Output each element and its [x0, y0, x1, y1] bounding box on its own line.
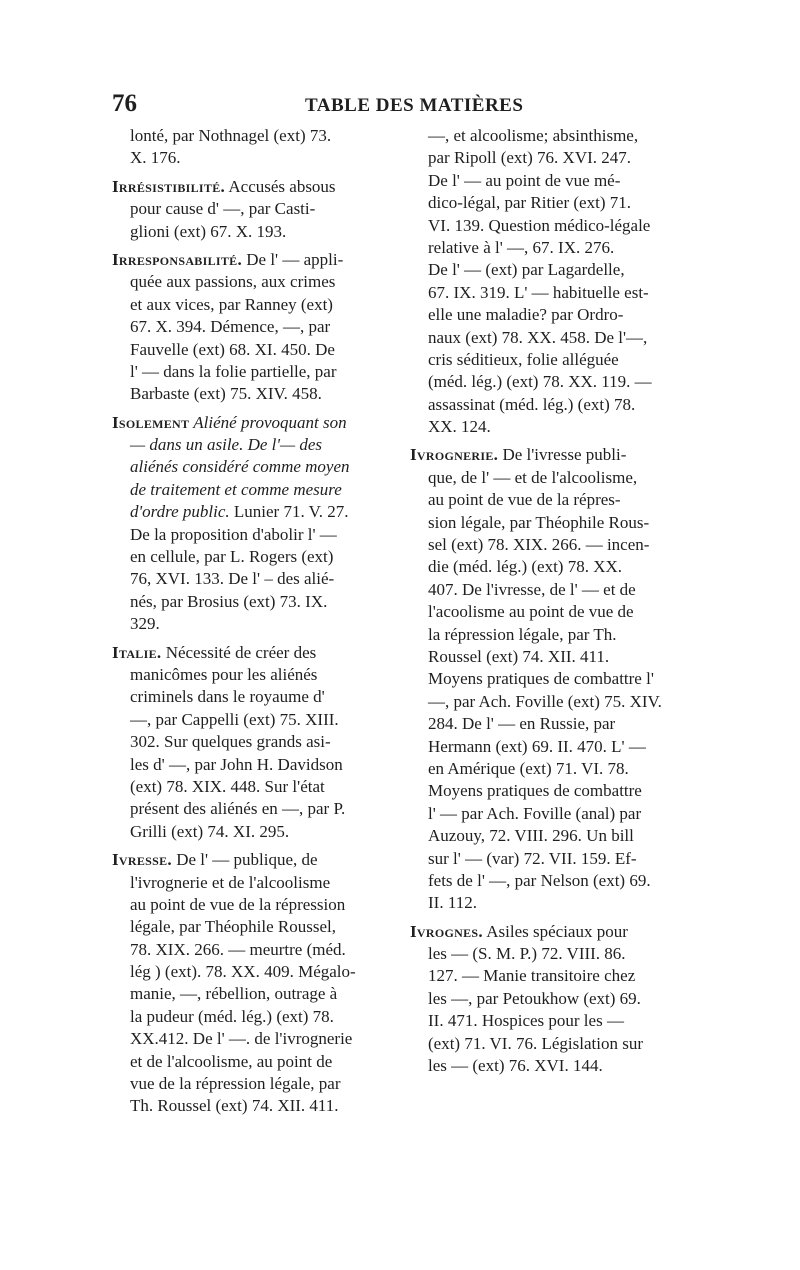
entry-heading: Ivresse.	[112, 850, 172, 870]
entry-text: XX.412. De l' —. de l'ivrognerie	[130, 1029, 353, 1049]
entry-text: 76, XVI. 133. De l' – des alié-	[130, 569, 335, 589]
entry-text: Th. Roussel (ext) 74. XII. 411.	[130, 1096, 339, 1116]
entry-text: 67. IX. 319. L' — habituelle est-	[428, 282, 649, 302]
index-line	[112, 731, 392, 753]
index-line	[112, 849, 392, 871]
index-line	[410, 892, 690, 914]
entry-text: que, de l' — et de l'alcoolisme,	[428, 467, 638, 487]
entry-text: les — (ext) 76. XVI. 144.	[428, 1056, 603, 1076]
entry-text: (ext) 78. XIX. 448. Sur l'état	[130, 776, 325, 796]
index-line	[112, 1051, 392, 1073]
index-line	[112, 568, 392, 590]
index-line	[112, 125, 392, 147]
entry-italic-text: — dans un asile. De l'— des	[130, 435, 323, 455]
entry-text: criminels dans le royaume d'	[130, 687, 325, 707]
index-line	[410, 825, 690, 847]
entry-text: légale, par Théophile Roussel,	[130, 917, 336, 937]
entry-text: assassinat (méd. lég.) (ext) 78.	[428, 394, 636, 414]
entry-text: 67. X. 394. Démence, —, par	[130, 317, 331, 337]
index-line	[112, 501, 392, 523]
index-line	[410, 713, 690, 735]
entry-text: sel (ext) 78. XIX. 266. — incen-	[428, 535, 650, 555]
index-line	[410, 489, 690, 511]
entry-italic-text: Aliéné provoquant son	[189, 412, 347, 432]
index-line	[410, 237, 690, 259]
entry-text: Moyens pratiques de combattre l'	[428, 669, 654, 689]
index-line	[112, 1095, 392, 1117]
entry-text: vue de la répression légale, par	[130, 1074, 341, 1094]
index-line	[112, 1028, 392, 1050]
entry-text: De l' — appli-	[242, 249, 344, 269]
entry-text: les d' —, par John H. Davidson	[130, 754, 343, 774]
index-line	[112, 456, 392, 478]
index-line	[410, 668, 690, 690]
entry-text: l'ivrognerie et de l'alcoolisme	[130, 872, 331, 892]
entry-heading: Irresponsabilité.	[112, 249, 243, 269]
entry-text: elle une maladie? par Ordro-	[428, 305, 624, 325]
entry-text: Moyens pratiques de combattre	[428, 781, 642, 801]
index-line	[410, 601, 690, 623]
index-line	[410, 259, 690, 281]
index-line	[112, 249, 392, 271]
entry-heading: Ivrognes.	[410, 921, 483, 941]
entry-text: Auzouy, 72. VIII. 296. Un bill	[428, 826, 634, 846]
index-line	[410, 467, 690, 489]
index-line	[112, 894, 392, 916]
entry-text: 302. Sur quelques grands asi-	[130, 732, 331, 752]
entry-text: la répression légale, par Th.	[428, 624, 617, 644]
index-line	[410, 943, 690, 965]
entry-text: en Amérique (ext) 71. VI. 78.	[428, 758, 629, 778]
entry-text: 284. De l' — en Russie, par	[428, 714, 616, 734]
index-line	[112, 1006, 392, 1028]
index-line	[112, 642, 392, 664]
entry-text: manicômes pour les aliénés	[130, 664, 318, 684]
entry-text: lég ) (ext). 78. XX. 409. Mégalo-	[130, 962, 356, 982]
index-line	[410, 579, 690, 601]
entry-text: en cellule, par L. Rogers (ext)	[130, 547, 334, 567]
entry-text: 127. — Manie transitoire chez	[428, 966, 636, 986]
index-line	[112, 776, 392, 798]
entry-text: sur l' — (var) 72. VII. 159. Ef-	[428, 848, 637, 868]
index-line	[410, 125, 690, 147]
index-line	[410, 444, 690, 466]
entry-text: glioni (ext) 67. X. 193.	[130, 221, 287, 241]
entry-text: quée aux passions, aux crimes	[130, 272, 336, 292]
index-line	[112, 383, 392, 405]
entry-text: au point de vue de la répres-	[428, 490, 621, 510]
entry-text: l' — dans la folie partielle, par	[130, 361, 337, 381]
index-line	[410, 282, 690, 304]
index-line	[410, 349, 690, 371]
index-line	[410, 1055, 690, 1077]
index-line	[410, 304, 690, 326]
entry-text: Fauvelle (ext) 68. XI. 450. De	[130, 339, 335, 359]
index-line	[410, 646, 690, 668]
entry-italic-text: d'ordre public.	[130, 502, 230, 522]
index-line	[112, 412, 392, 434]
entry-heading: Isolement	[112, 412, 190, 432]
index-line	[410, 394, 690, 416]
entry-text: die (méd. lég.) (ext) 78. XX.	[428, 557, 623, 577]
entry-text: (ext) 71. VI. 76. Législation sur	[428, 1033, 643, 1053]
entry-text: sion légale, par Théophile Rous-	[428, 512, 650, 532]
left-column	[112, 125, 392, 1118]
index-line	[410, 147, 690, 169]
entry-text: VI. 139. Question médico-légale	[428, 215, 651, 235]
index-line	[112, 709, 392, 731]
entry-text: l'acoolisme au point de vue de	[428, 602, 634, 622]
page-number: 76	[112, 90, 137, 117]
index-line	[410, 736, 690, 758]
running-head: TABLE DES MATIÈRES	[305, 95, 524, 116]
entry-text: II. 112.	[428, 893, 477, 913]
entry-text: manie, —, rébellion, outrage à	[130, 984, 338, 1004]
index-line	[112, 546, 392, 568]
index-line	[112, 591, 392, 613]
index-line	[112, 176, 392, 198]
index-line	[112, 147, 392, 169]
entry-text: présent des aliénés en —, par P.	[130, 799, 346, 819]
entry-text: l' — par Ach. Foville (anal) par	[428, 803, 642, 823]
entry-text: De l' — (ext) par Lagardelle,	[428, 260, 625, 280]
index-line	[410, 215, 690, 237]
index-line	[112, 916, 392, 938]
index-line	[112, 361, 392, 383]
index-line	[112, 271, 392, 293]
index-line	[112, 524, 392, 546]
index-line	[112, 664, 392, 686]
entry-text: —, par Ach. Foville (ext) 75. XIV.	[428, 691, 662, 711]
index-line	[410, 512, 690, 534]
entry-text: —, par Cappelli (ext) 75. XIII.	[130, 709, 339, 729]
index-line	[410, 1010, 690, 1032]
index-line	[410, 965, 690, 987]
index-line	[112, 221, 392, 243]
entry-text: De l' — publique, de	[171, 850, 318, 870]
right-column	[410, 125, 690, 1077]
index-line	[112, 939, 392, 961]
entry-heading: Italie.	[112, 642, 162, 662]
index-line	[410, 624, 690, 646]
index-line	[410, 192, 690, 214]
index-line	[410, 327, 690, 349]
index-line	[410, 534, 690, 556]
entry-text: II. 471. Hospices pour les —	[428, 1011, 624, 1031]
entry-text: la pudeur (méd. lég.) (ext) 78.	[130, 1006, 334, 1026]
index-line	[112, 434, 392, 456]
entry-text: et aux vices, par Ranney (ext)	[130, 294, 333, 314]
index-line	[410, 556, 690, 578]
entry-italic-text: de traitement et comme mesure	[130, 479, 342, 499]
entry-text: X. 176.	[130, 148, 181, 168]
index-line	[112, 479, 392, 501]
index-line	[410, 170, 690, 192]
entry-text: et de l'alcoolisme, au point de	[130, 1051, 333, 1071]
entry-text: Lunier 71. V. 27.	[229, 502, 349, 522]
index-line	[112, 961, 392, 983]
entry-text: Asiles spéciaux pour	[482, 921, 628, 941]
index-line	[410, 691, 690, 713]
entry-text: Hermann (ext) 69. II. 470. L' —	[428, 736, 646, 756]
entry-text: De la proposition d'abolir l' —	[130, 524, 337, 544]
entry-text: De l'ivresse publi-	[498, 445, 627, 465]
index-line	[410, 758, 690, 780]
entry-text: Accusés absous	[225, 176, 336, 196]
index-line	[410, 780, 690, 802]
index-line	[112, 798, 392, 820]
entry-text: 78. XIX. 266. — meurtre (méd.	[130, 939, 346, 959]
entry-heading: Ivrognerie.	[410, 445, 499, 465]
index-line	[410, 416, 690, 438]
entry-text: dico-légal, par Ritier (ext) 71.	[428, 193, 631, 213]
entry-text: XX. 124.	[428, 417, 491, 437]
index-line	[410, 371, 690, 393]
entry-text: Roussel (ext) 74. XII. 411.	[428, 646, 610, 666]
entry-text: par Ripoll (ext) 76. XVI. 247.	[428, 148, 632, 168]
index-line	[112, 294, 392, 316]
index-line	[112, 613, 392, 635]
entry-heading: Irrésistibilité.	[112, 176, 226, 196]
entry-text: les — (S. M. P.) 72. VIII. 86.	[428, 944, 626, 964]
entry-text: —, et alcoolisme; absinthisme,	[428, 126, 639, 145]
entry-text: (méd. lég.) (ext) 78. XX. 119. —	[428, 372, 652, 392]
index-line	[112, 316, 392, 338]
index-line	[410, 803, 690, 825]
entry-text: Grilli (ext) 74. XI. 295.	[130, 821, 290, 841]
index-line	[112, 821, 392, 843]
index-line	[112, 754, 392, 776]
index-line	[410, 1033, 690, 1055]
entry-text: cris séditieux, folie alléguée	[428, 349, 619, 369]
index-line	[410, 870, 690, 892]
entry-text: fets de l' —, par Nelson (ext) 69.	[428, 870, 651, 890]
entry-text: lonté, par Nothnagel (ext) 73.	[130, 126, 332, 145]
index-line	[112, 339, 392, 361]
entry-text: nés, par Brosius (ext) 73. IX.	[130, 591, 328, 611]
index-line	[112, 686, 392, 708]
index-line	[112, 872, 392, 894]
entry-text: naux (ext) 78. XX. 458. De l'—,	[428, 327, 648, 347]
entry-italic-text: aliénés considéré comme moyen	[130, 457, 350, 477]
index-line	[112, 198, 392, 220]
index-line	[112, 983, 392, 1005]
index-line	[410, 848, 690, 870]
entry-text: De l' — au point de vue mé-	[428, 170, 621, 190]
entry-text: Nécessité de créer des	[161, 642, 317, 662]
entry-text: relative à l' —, 67. IX. 276.	[428, 237, 615, 257]
index-line	[112, 1073, 392, 1095]
entry-text: 329.	[130, 614, 160, 634]
entry-text: au point de vue de la répression	[130, 894, 346, 914]
entry-text: les —, par Petoukhow (ext) 69.	[428, 988, 641, 1008]
entry-text: pour cause d' —, par Casti-	[130, 199, 316, 219]
entry-text: 407. De l'ivresse, de l' — et de	[428, 579, 636, 599]
entry-text: Barbaste (ext) 75. XIV. 458.	[130, 384, 322, 404]
index-line	[410, 988, 690, 1010]
index-line	[410, 921, 690, 943]
